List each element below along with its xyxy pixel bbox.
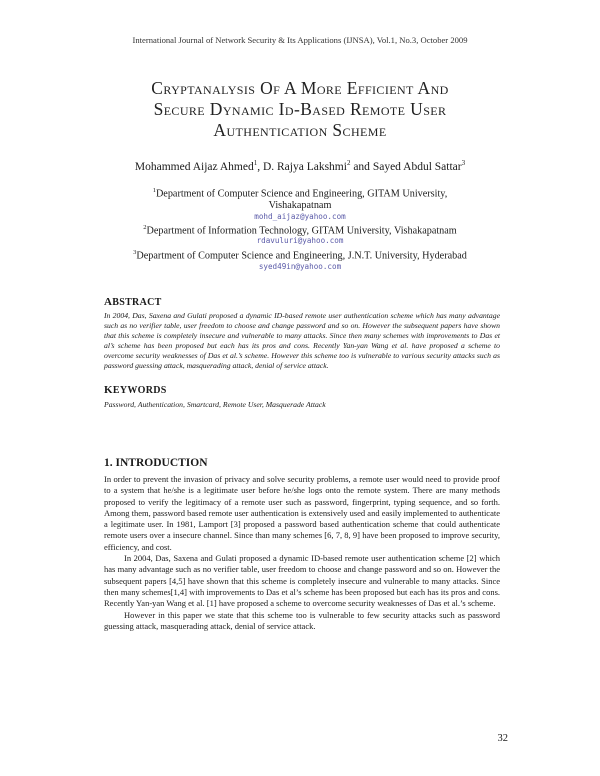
affiliation-superscript: 1 [152,187,156,194]
author-separator: and [350,160,373,173]
title-line: Secure Dynamic Id-Based Remote User [153,99,447,119]
affiliation-text: Department of Information Technology, GITAM University, Vishakapatnam [146,225,457,237]
keywords-text: Password, Authentication, Smartcard, Remote User, Masquerade Attack [104,400,326,409]
title-line: Authentication Scheme [213,120,387,140]
affiliation-superscript: 2 [143,224,147,231]
affiliation-text: Department of Computer Science and Engineering, J.N.T. University, Hyderabad [136,250,467,262]
email-link[interactable]: rdavuluri@yahoo.com [256,236,344,245]
keywords-heading [104,384,167,396]
heading-initial: K [104,384,113,396]
running-header: International Journal of Network Security & Its Applications (IJNSA), Vol.1, No.3, October 2009 [132,35,468,45]
heading-number: 1. I [104,457,120,469]
introduction-body [104,474,500,632]
author-superscript: 1 [253,159,258,167]
affiliation-1 [90,185,510,212]
heading-rest: BSTRACT [112,297,162,308]
author-name: Sayed Abdul Sattar [372,160,462,173]
affiliation-superscript: 3 [133,249,137,256]
introduction-heading [104,457,208,469]
email-link[interactable]: mohd_aijaz@yahoo.com [254,212,346,221]
author-list [60,159,540,173]
paragraph: In order to prevent the invasion of privacy and solve security problems, a remote user would need to provide proof to a system that he/she is a legitimate user before he/she logs onto the remote system. There are many methods proposed to verify the legitimacy of a remote user such as password, fingerprint, typing sequence, and so forth. Among them, password based remote user authentication is extensively used and easily implemented to authenticate a legitimate user. In 1981, Lamport [3] proposed a password based authentication scheme that could authenticate remote users over a insecure channel. Since than many schemes [6, 7, 8, 9] have been proposed to improve security, efficiency, and cost. [104,474,500,552]
abstract-heading [104,296,162,308]
author-superscript: 2 [346,159,351,167]
author-name: D. Rajya Lakshmi [262,160,347,173]
paragraph: In 2004, Das, Saxena and Gulati proposed a dynamic ID-based remote user authentication scheme [2] which has many advantage such as no verifier table, user freedom to choose and change password and so on. However the subsequent papers [4,5] have shown that this scheme is completely insecure and vulnerable to many attacks. Since then many schemes[1,4] with improvements to Das et al’s scheme has been proposed but each has its pros and cons. Recently Yan-yan Wang et al. [1] have proposed a scheme to overcome security weaknesses of Das et al.’s scheme. [104,553,500,609]
affiliation-text: Department of Computer Science and Engineering, GITAM University, [155,188,448,200]
heading-rest: EYWORDS [112,385,167,396]
paragraph: However in this paper we state that this scheme too is vulnerable to few security attacks such as password guessing attack, masquerading attack, denial of service attack. [104,609,500,631]
page-number: 32 [497,733,508,744]
author-separator: , [257,160,263,173]
affiliation-3 [90,247,510,262]
heading-rest: NTRODUCTION [119,457,208,469]
author-name: Mohammed Aijaz Ahmed [134,160,254,173]
heading-initial: A [104,296,113,308]
affiliation-text: Vishakapatnam [268,200,332,212]
email-link[interactable]: syed49in@yahoo.com [258,262,342,271]
title-line: Cryptanalysis Of A More Efficient And [151,78,449,98]
author-superscript: 3 [461,159,466,167]
abstract-text: In 2004, Das, Saxena and Gulati proposed a dynamic ID-based remote user authentication scheme which has many advantage such as no verifier table, user freedom to choose and change password and so on. However the subsequent papers have shown that this scheme is completely insecure and vulnerable to many attacks. Since then many schemes with improvements to Das et al’s scheme has been proposed but each has its pros and cons. Recently Yan-yan Wang et al. have proposed a scheme to overcome security weaknesses of Das et al.’s scheme. However this scheme too is vulnerable to various security attacks such as password guessing attack, masquerading attack, denial of service attack. [104,311,500,371]
paper-title [80,78,520,141]
